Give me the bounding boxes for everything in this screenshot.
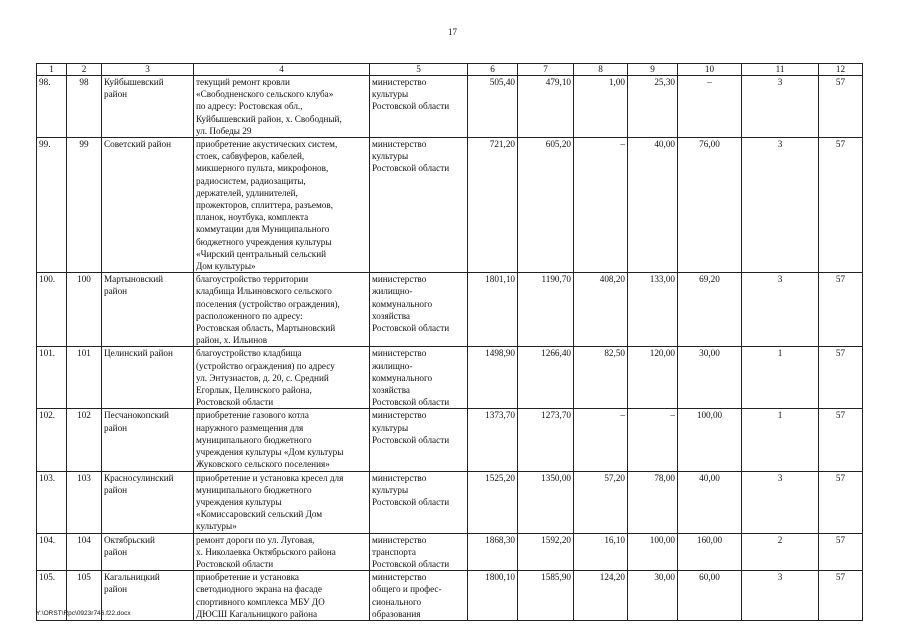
row-number-cell: 105. <box>37 571 67 621</box>
category-cell: 3 <box>742 471 819 533</box>
amount-extra-cell: 120,00 <box>628 347 678 409</box>
amount-extra-cell: 40,00 <box>628 138 678 273</box>
amount-local-cell: 408,20 <box>574 273 628 347</box>
row-number-cell: 101. <box>37 347 67 409</box>
category-cell: 3 <box>742 273 819 347</box>
amount-regional-cell: 1190,70 <box>518 273 574 347</box>
code-cell: 57 <box>819 571 863 621</box>
row-number-cell: 102. <box>37 409 67 471</box>
amount-other-cell: 160,00 <box>678 533 742 571</box>
code-cell: 57 <box>819 471 863 533</box>
column-header-2: 2 <box>67 64 102 76</box>
district-cell: Песчанокопский район <box>102 409 194 471</box>
amount-other-cell: 69,20 <box>678 273 742 347</box>
amount-other-cell: 60,00 <box>678 571 742 621</box>
district-cell: Мартыновский район <box>102 273 194 347</box>
amount-local-cell: – <box>574 409 628 471</box>
object-number-cell: 101 <box>67 347 102 409</box>
column-header-8: 8 <box>574 64 628 76</box>
header-row <box>37 64 863 76</box>
district-cell: Октябрьский район <box>102 533 194 571</box>
code-cell: 57 <box>819 273 863 347</box>
amount-other-cell: 100,00 <box>678 409 742 471</box>
object-number-cell: 103 <box>67 471 102 533</box>
row-number-cell: 104. <box>37 533 67 571</box>
object-number-cell: 102 <box>67 409 102 471</box>
table-row <box>37 273 863 347</box>
ministry-cell: министерство общего и профес- сионального образования <box>370 571 468 621</box>
row-number-cell: 103. <box>37 471 67 533</box>
description-cell: приобретение акустических систем, стоек, сабвуферов, кабелей, микшерного пульта, микрофонов, радиосистем, радиозащиты, держателей, удлинителей, прожекторов, сплиттера, разъемов, планок, ноутбука, комплекта коммутации для Муниципального бюджетного учреждения культуры «Чирский центральный сельский Дом культуры» <box>194 138 370 273</box>
row-number-cell: 100. <box>37 273 67 347</box>
ministry-cell: министерство культуры Ростовской области <box>370 76 468 138</box>
amount-regional-cell: 1266,40 <box>518 347 574 409</box>
object-number-cell: 100 <box>67 273 102 347</box>
amount-total-cell: 1800,10 <box>468 571 518 621</box>
ministry-cell: министерство культуры Ростовской области <box>370 471 468 533</box>
amount-regional-cell: 479,10 <box>518 76 574 138</box>
column-header-12: 12 <box>819 64 863 76</box>
row-number-cell: 99. <box>37 138 67 273</box>
category-cell: 1 <box>742 347 819 409</box>
object-number-cell: 99 <box>67 138 102 273</box>
amount-local-cell: 82,50 <box>574 347 628 409</box>
amount-local-cell: 16,10 <box>574 533 628 571</box>
district-cell: Кагальницкий район <box>102 571 194 621</box>
column-header-7: 7 <box>518 64 574 76</box>
description-cell: приобретение и установка кресел для муниципального бюджетного учреждения культуры «Комиссаровский сельский Дом культуры» <box>194 471 370 533</box>
amount-regional-cell: 605,20 <box>518 138 574 273</box>
ministry-cell: министерство культуры Ростовской области <box>370 138 468 273</box>
code-cell: 57 <box>819 76 863 138</box>
amount-local-cell: 57,20 <box>574 471 628 533</box>
table-row <box>37 138 863 273</box>
amount-other-cell: 76,00 <box>678 138 742 273</box>
column-header-1: 1 <box>37 64 67 76</box>
code-cell: 57 <box>819 409 863 471</box>
district-cell: Куйбышевский район <box>102 76 194 138</box>
table-row <box>37 533 863 571</box>
district-cell: Советский район <box>102 138 194 273</box>
ministry-cell: министерство культуры Ростовской области <box>370 409 468 471</box>
ministry-cell: министерство жилищно- коммунального хозяйства Ростовской области <box>370 273 468 347</box>
object-number-cell: 104 <box>67 533 102 571</box>
category-cell: 1 <box>742 409 819 471</box>
object-number-cell: 98 <box>67 76 102 138</box>
category-cell: 3 <box>742 571 819 621</box>
table-row <box>37 409 863 471</box>
amount-regional-cell: 1273,70 <box>518 409 574 471</box>
code-cell: 57 <box>819 533 863 571</box>
amount-extra-cell: 133,00 <box>628 273 678 347</box>
budget-table <box>36 63 863 621</box>
description-cell: приобретение и установка светодиодного экрана на фасаде спортивного комплекса МБУ ДО ДЮСШ Кагальницкого района <box>194 571 370 621</box>
footer-file-path: Y:\ORST\Rpc\0923r746.f22.docx <box>36 610 131 617</box>
amount-extra-cell: 78,00 <box>628 471 678 533</box>
code-cell: 57 <box>819 347 863 409</box>
amount-extra-cell: 100,00 <box>628 533 678 571</box>
amount-local-cell: 124,20 <box>574 571 628 621</box>
column-header-3: 3 <box>102 64 194 76</box>
amount-total-cell: 1801,10 <box>468 273 518 347</box>
description-cell: благоустройство кладбища (устройство ограждения) по адресу ул. Энтузиастов, д. 20, с. Средний Егорлык, Целинского района, Ростовской области <box>194 347 370 409</box>
category-cell: 3 <box>742 138 819 273</box>
column-header-6: 6 <box>468 64 518 76</box>
amount-regional-cell: 1350,00 <box>518 471 574 533</box>
amount-extra-cell: – <box>628 409 678 471</box>
table-row <box>37 471 863 533</box>
amount-other-cell: 30,00 <box>678 347 742 409</box>
column-header-5: 5 <box>370 64 468 76</box>
row-number-cell: 98. <box>37 76 67 138</box>
amount-regional-cell: 1585,90 <box>518 571 574 621</box>
table-body <box>37 76 863 621</box>
description-cell: текущий ремонт кровли «Свободненского сельского клуба» по адресу: Ростовская обл., Куйбышевский район, х. Свободный, ул. Победы 29 <box>194 76 370 138</box>
table-row <box>37 571 863 621</box>
amount-local-cell: – <box>574 138 628 273</box>
code-cell: 57 <box>819 138 863 273</box>
amount-total-cell: 1525,20 <box>468 471 518 533</box>
table-row <box>37 347 863 409</box>
category-cell: 2 <box>742 533 819 571</box>
amount-local-cell: 1,00 <box>574 76 628 138</box>
description-cell: благоустройство территории кладбища Ильиновского сельского поселения (устройство ограждения), расположенного по адресу: Ростовская область, Мартыновский район, х. Ильинов <box>194 273 370 347</box>
column-header-9: 9 <box>628 64 678 76</box>
column-header-4: 4 <box>194 64 370 76</box>
table-row <box>37 76 863 138</box>
amount-total-cell: 721,20 <box>468 138 518 273</box>
description-cell: приобретение газового котла наружного размещения для муниципального бюджетного учреждения культуры «Дом культуры Жуковского сельского поселения» <box>194 409 370 471</box>
description-cell: ремонт дороги по ул. Луговая, х. Николаевка Октябрьского района Ростовской области <box>194 533 370 571</box>
amount-other-cell: – <box>678 76 742 138</box>
category-cell: 3 <box>742 76 819 138</box>
page-number: 17 <box>448 27 457 37</box>
ministry-cell: министерство транспорта Ростовской области <box>370 533 468 571</box>
amount-regional-cell: 1592,20 <box>518 533 574 571</box>
amount-total-cell: 505,40 <box>468 76 518 138</box>
amount-other-cell: 40,00 <box>678 471 742 533</box>
ministry-cell: министерство жилищно- коммунального хозяйства Ростовской области <box>370 347 468 409</box>
amount-total-cell: 1373,70 <box>468 409 518 471</box>
object-number-cell: 105 <box>67 571 102 621</box>
district-cell: Красносулинский район <box>102 471 194 533</box>
amount-total-cell: 1498,90 <box>468 347 518 409</box>
amount-extra-cell: 30,00 <box>628 571 678 621</box>
amount-total-cell: 1868,30 <box>468 533 518 571</box>
amount-extra-cell: 25,30 <box>628 76 678 138</box>
district-cell: Целинский район <box>102 347 194 409</box>
column-header-11: 11 <box>742 64 819 76</box>
column-header-10: 10 <box>678 64 742 76</box>
